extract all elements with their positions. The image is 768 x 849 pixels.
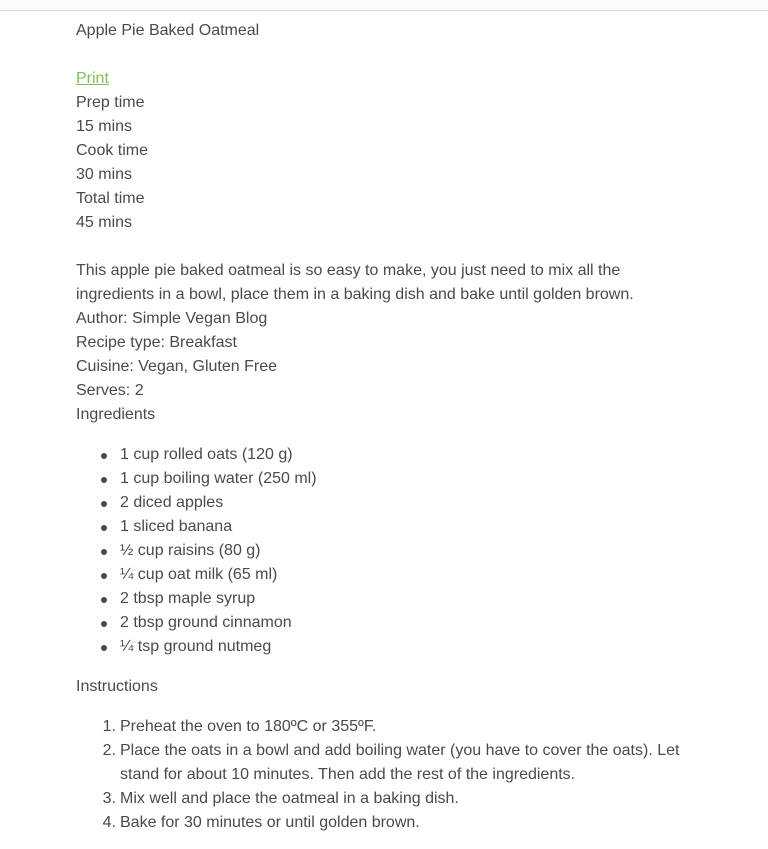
bullet-icon: [101, 549, 107, 555]
instruction-step: [102, 715, 696, 739]
ingredient-text: ¼ cup oat milk (65 ml): [120, 566, 278, 583]
ingredient-item: [120, 491, 696, 515]
ingredient-text: 2 diced apples: [120, 494, 224, 511]
cook-time-value: 30 mins: [76, 166, 133, 183]
spacer: [76, 43, 696, 67]
print-link[interactable]: Print: [76, 70, 109, 87]
recipe-type: Recipe type: Breakfast: [76, 334, 237, 351]
recipe-cuisine: Cuisine: Vegan, Gluten Free: [76, 358, 278, 375]
prep-time-label: Prep time: [76, 94, 145, 111]
instructions-list: [76, 715, 696, 835]
step-number: 3.: [102, 790, 116, 807]
ingredient-text: 2 tbsp ground cinnamon: [120, 614, 292, 631]
ingredient-text: 1 sliced banana: [120, 518, 233, 535]
total-time-label: Total time: [76, 190, 145, 207]
spacer: [76, 235, 696, 259]
step-text: Preheat the oven to 180ºC or 355ºF.: [120, 718, 377, 735]
recipe-summary: This apple pie baked oatmeal is so easy to make, you just need to mix all the ingredients in a bowl, place them in a baking dish and bake until golden brown.: [76, 262, 634, 303]
step-number: 1.: [102, 718, 116, 735]
recipe-serves: Serves: 2: [76, 382, 144, 399]
ingredient-text: ¼ tsp ground nutmeg: [120, 638, 272, 655]
ingredient-text: ½ cup raisins (80 g): [120, 542, 261, 559]
bullet-icon: [101, 621, 107, 627]
instruction-step: [102, 787, 696, 811]
ingredient-item: [120, 443, 696, 467]
top-bar: [0, 0, 768, 11]
recipe-card: [76, 19, 696, 835]
ingredient-item: [120, 635, 696, 659]
ingredient-text: 2 tbsp maple syrup: [120, 590, 256, 607]
step-number: 4.: [102, 814, 116, 831]
step-number: 2.: [102, 742, 116, 759]
bullet-icon: [101, 477, 107, 483]
instructions-heading: Instructions: [76, 678, 158, 695]
prep-time-value: 15 mins: [76, 118, 133, 135]
cook-time-label: Cook time: [76, 142, 149, 159]
ingredient-text: 1 cup boiling water (250 ml): [120, 470, 317, 487]
ingredients-list: [76, 443, 696, 659]
ingredient-item: [120, 611, 696, 635]
bullet-icon: [101, 501, 107, 507]
ingredient-item: [120, 539, 696, 563]
bullet-icon: [101, 597, 107, 603]
ingredients-heading: Ingredients: [76, 406, 156, 423]
recipe-title: Apple Pie Baked Oatmeal: [76, 22, 260, 39]
step-text: Mix well and place the oatmeal in a baking dish.: [120, 790, 459, 807]
bullet-icon: [101, 453, 107, 459]
ingredient-item: [120, 587, 696, 611]
instruction-step: [102, 811, 696, 835]
bullet-icon: [101, 525, 107, 531]
ingredient-item: [120, 467, 696, 491]
total-time-value: 45 mins: [76, 214, 133, 231]
step-text: Bake for 30 minutes or until golden brown.: [120, 814, 420, 831]
recipe-author: Author: Simple Vegan Blog: [76, 310, 268, 327]
bullet-icon: [101, 645, 107, 651]
instruction-step: [102, 739, 696, 787]
bullet-icon: [101, 573, 107, 579]
ingredient-item: [120, 563, 696, 587]
ingredient-item: [120, 515, 696, 539]
ingredient-text: 1 cup rolled oats (120 g): [120, 446, 293, 463]
step-text: Place the oats in a bowl and add boiling water (you have to cover the oats). Let stand for about 10 minutes. Then add the rest of the ingredients.: [120, 742, 680, 783]
